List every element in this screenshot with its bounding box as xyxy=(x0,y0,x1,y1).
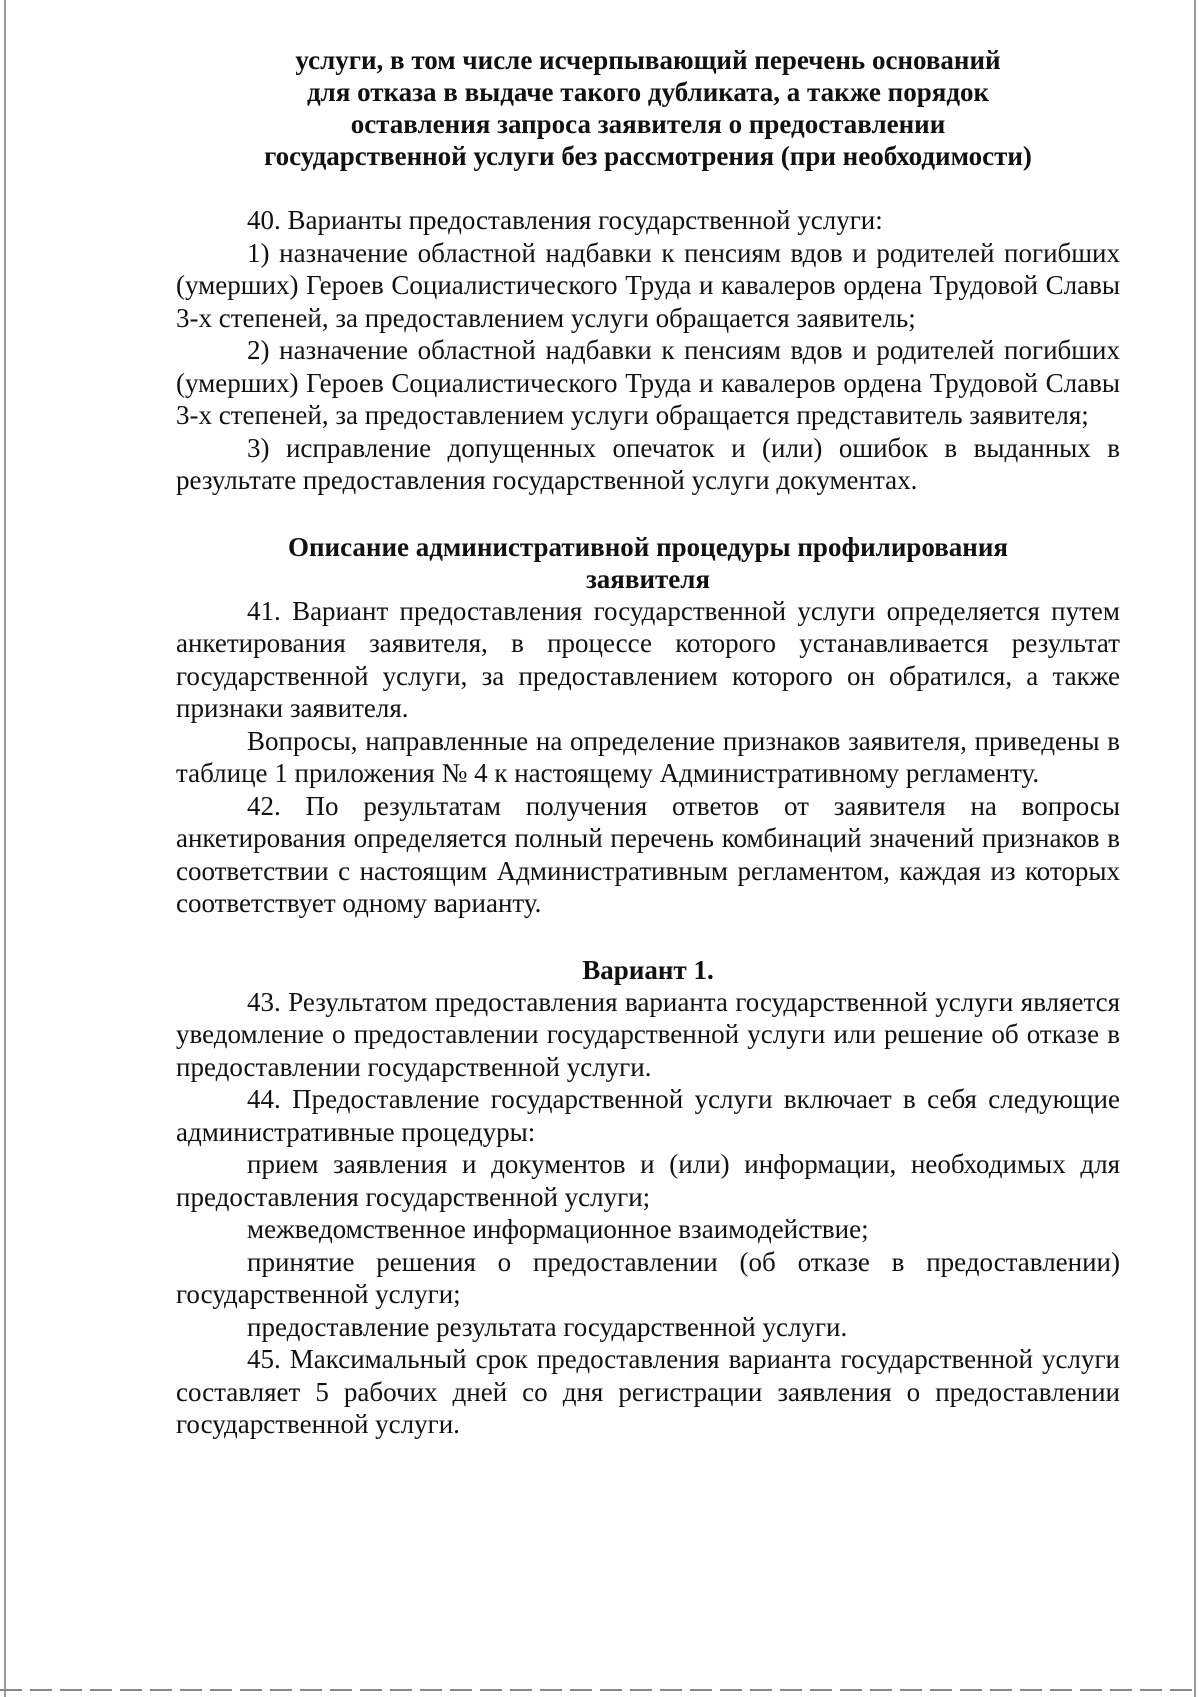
heading-line: заявителя xyxy=(585,563,711,594)
heading-line: для отказа в выдаче такого дубликата, а также порядок xyxy=(306,77,990,107)
paragraph-40-item-3: 3) исправление допущенных опечаток и (или) ошибок в выданных в результате предоставления государственной услуги документах. xyxy=(176,432,1120,495)
heading-line: услуги, в том числе исчерпывающий перечень оснований xyxy=(295,45,1001,75)
section-heading-variant-1: Вариант 1. xyxy=(582,954,714,985)
paragraph-40-item-2: 2) назначение областной надбавки к пенсиям вдов и родителей погибших (умерших) Героев Социалистического Труда и кавалеров ордена Трудовой Славы 3-х степеней, за предоставлением услуги обращается представитель заявителя; xyxy=(176,335,1120,430)
paragraph-43: 43. Результатом предоставления варианта государственной услуги является уведомление о предоставлении государственной услуги или решение об отказе в предоставлении государственной услуги. xyxy=(176,986,1120,1082)
paragraph-42: 42. По результатам получения ответов от заявителя на вопросы анкетирования определяется полный перечень комбинаций значений признаков в соответствии с настоящим Административным регламентом, каждая из которых соответствует одному варианту. xyxy=(176,790,1120,918)
paragraph-41: 41. Вариант предоставления государственной услуги определяется путем анкетирования заявителя, в процессе которого устанавливается результат государственной услуги, за предоставлением которого он обратился, а также признаки заявителя. xyxy=(176,595,1120,723)
section-heading-refusal xyxy=(176,44,1120,172)
heading-line: государственной услуги без рассмотрения (при необходимости) xyxy=(264,141,1032,171)
document-body xyxy=(176,44,1120,1441)
scan-edge-right xyxy=(1194,0,1196,1697)
paragraph-45: 45. Максимальный срок предоставления варианта государственной услуги составляет 5 рабочих дней со дня регистрации заявления о предоставлении государственной услуги. xyxy=(176,1344,1120,1439)
paragraph-44-procedure-4: предоставление результата государственной услуги. xyxy=(247,1311,848,1342)
heading-line: Описание административной процедуры профилирования xyxy=(287,531,1009,562)
paragraph-44-procedure-1: прием заявления и документов и (или) информации, необходимых для предоставления государственной услуги; xyxy=(176,1149,1120,1212)
heading-line: оставления запроса заявителя о предоставлении xyxy=(350,109,946,139)
scan-edge-bottom xyxy=(0,1689,1200,1691)
paragraph-40-item-1: 1) назначение областной надбавки к пенсиям вдов и родителей погибших (умерших) Героев Социалистического Труда и кавалеров ордена Трудовой Славы 3-х степеней, за предоставлением услуги обращается заявитель; xyxy=(176,237,1120,333)
paragraph-44-procedure-2: межведомственное информационное взаимодействие; xyxy=(247,1214,869,1244)
paragraph-40: 40. Варианты предоставления государственной услуги: xyxy=(247,205,883,235)
paragraph-41-questions: Вопросы, направленные на определение признаков заявителя, приведены в таблице 1 приложения № 4 к настоящему Административному регламенту. xyxy=(176,725,1120,788)
section-heading-profiling xyxy=(176,531,1120,595)
scan-edge-left xyxy=(4,0,6,1697)
paragraph-44: 44. Предоставление государственной услуги включает в себя следующие административные процедуры: xyxy=(176,1084,1120,1147)
paragraph-44-procedure-3: принятие решения о предоставлении (об отказе в предоставлении) государственной услуги; xyxy=(176,1246,1120,1309)
